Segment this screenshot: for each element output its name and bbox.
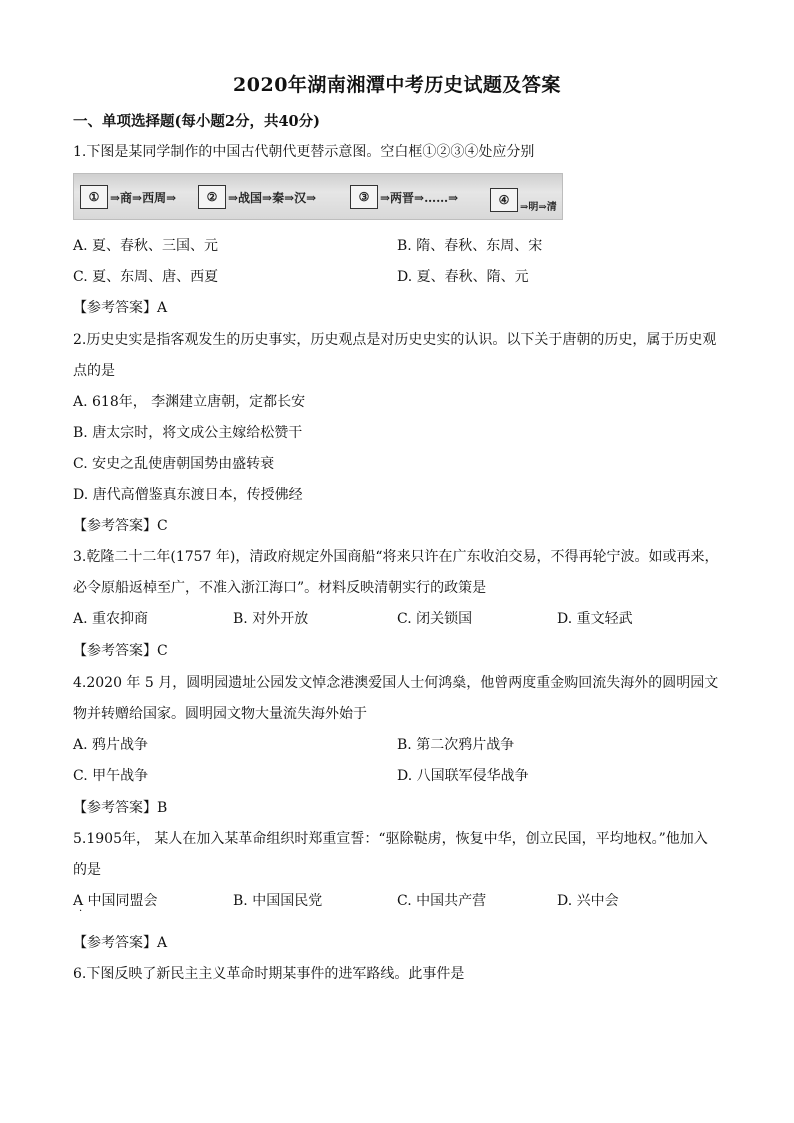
- q4-answer-value: B: [157, 800, 168, 816]
- q1-answer-value: A: [157, 300, 168, 316]
- answer-label: 【参考答案】: [73, 518, 157, 534]
- q4-option-d: D. 八国联军侵华战争: [397, 768, 529, 784]
- q3-answer: [73, 640, 168, 660]
- diagram-box-3: ③: [350, 185, 378, 209]
- q2-answer-value: C: [157, 518, 168, 534]
- q4-answer: [73, 797, 167, 817]
- diagram-box-2: ②: [198, 185, 226, 209]
- diagram-box-4: ④: [490, 188, 518, 212]
- q5-option-c: C. 中国共产营: [397, 893, 487, 909]
- q3-stem-line-1: 3.乾隆二十二年(1757 年)，清政府规定外国商船“将来只许在广东收泊交易，不得再轮宁波。如或再来，: [73, 549, 719, 565]
- q4-option-c: C. 甲午战争: [73, 768, 149, 784]
- q2-option-c: C. 安史之乱使唐朝国势由盛转衰: [73, 456, 275, 472]
- answer-label: 【参考答案】: [73, 643, 157, 659]
- q3-option-b: B. 对外开放: [233, 611, 309, 627]
- q5-answer-value: A: [157, 935, 168, 951]
- q5-option-d: D. 兴中会: [557, 893, 619, 909]
- q1-option-d: D. 夏、春秋、隋、元: [397, 269, 529, 285]
- q5-option-b: B. 中国国民党: [233, 893, 323, 909]
- diagram-seg-4: ⇒明⇒清: [520, 202, 557, 213]
- diagram-seg-2: ⇒战国⇒秦⇒汉⇒: [228, 191, 317, 205]
- diagram-seg-1: ⇒商⇒西周⇒: [110, 191, 177, 205]
- q3-option-d: D. 重文轻武: [557, 611, 633, 627]
- diagram-seg-3: ⇒两晋⇒……⇒: [380, 191, 459, 205]
- q5-stem-line-2: 的是: [73, 862, 101, 878]
- dynasty-diagram: [73, 173, 563, 220]
- q1-option-b: B. 隋、春秋、东周、宋: [397, 238, 543, 254]
- section-heading: 一、单项选择题(每小题2分，共40分): [73, 113, 320, 130]
- q5-stem-line-1: 5.1905年， 某人在加入某革命组织时郑重宣誓：“驱除鞑虏，恢复中华，创立民国，平均地权。”他加入: [73, 831, 708, 847]
- q2-stem-line-2: 点的是: [73, 363, 115, 379]
- q5-answer: [73, 932, 167, 952]
- q3-answer-value: C: [157, 643, 168, 659]
- q6-stem: 6.下图反映了新民主主义革命时期某事件的进军路线。此事件是: [73, 966, 465, 982]
- q4-option-a: A. 鸦片战争: [73, 737, 149, 753]
- diagram-box-1: ①: [80, 185, 108, 209]
- q3-option-c: C. 闭关锁国: [397, 611, 473, 627]
- q1-option-a: A. 夏、春秋、三国、元: [73, 238, 219, 254]
- q1-option-c: C. 夏、东周、唐、西夏: [73, 269, 219, 285]
- q5-option-a: A 中国同盟会: [73, 893, 158, 909]
- answer-label: 【参考答案】: [73, 935, 157, 951]
- q1-answer: [73, 297, 167, 317]
- q2-option-d: D. 唐代高僧鉴真东渡日本，传授佛经: [73, 487, 303, 503]
- q1-stem: 1.下图是某同学制作的中国古代朝代更替示意图。空白框①②③④处应分别: [73, 144, 535, 160]
- q4-stem-line-2: 物并转赠给国家。圆明园文物大量流失海外始于: [73, 706, 367, 722]
- q2-answer: [73, 515, 168, 535]
- q3-stem-line-2: 必令原船返棹至广，不准入浙江海口”。材料反映清朝实行的政策是: [73, 580, 487, 596]
- q2-option-b: B. 唐太宗时，将文成公主嫁给松赞干: [73, 425, 303, 441]
- q3-option-a: A. 重农抑商: [73, 611, 149, 627]
- page-title: 2020年湖南湘潭中考历史试题及答案: [233, 74, 561, 96]
- stray-dot-mark: ·: [79, 906, 83, 917]
- q4-stem-line-1: 4.2020 年 5 月，圆明园遗址公园发文悼念港澳爱国人士何鸿燊，他曾两度重金购回流失海外的圆明园文: [73, 675, 719, 691]
- q2-option-a: A. 618年， 李渊建立唐朝，定都长安: [73, 394, 306, 410]
- q4-option-b: B. 第二次鸦片战争: [397, 737, 515, 753]
- q2-stem-line-1: 2.历史史实是指客观发生的历史事实，历史观点是对历史史实的认识。以下关于唐朝的历史，属于历史观: [73, 332, 717, 348]
- answer-label: 【参考答案】: [73, 300, 157, 316]
- answer-label: 【参考答案】: [73, 800, 157, 816]
